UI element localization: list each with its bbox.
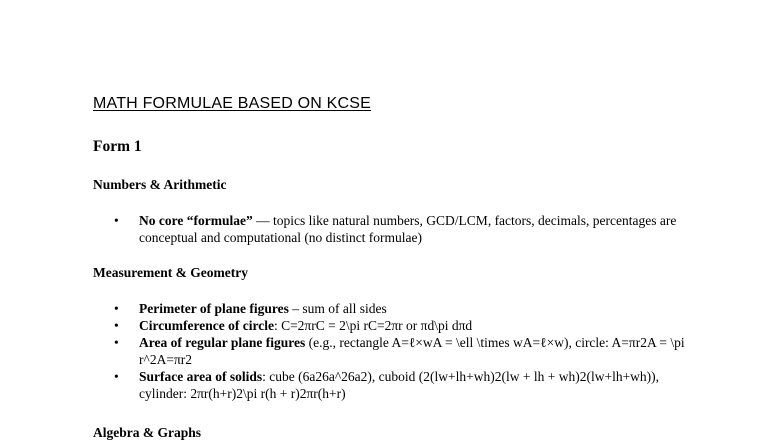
item-text: : C=2πrC = 2\pi rC=2πr or πd\pi dπd [273, 318, 473, 333]
bullet-icon: • [114, 213, 119, 228]
numbers-arithmetic-list [93, 212, 693, 246]
list-item [93, 334, 693, 368]
bullet-icon: • [114, 301, 119, 316]
list-item [93, 212, 693, 246]
item-text: : cube (6a26a^26a2), cuboid (2(lw+lh+wh)2(lw + lh + wh)2(lw+lh+wh)), cylinder: 2πr(h+r)2\pi r(h + r)2πr(h+r) [139, 369, 660, 401]
item-text: — topics like natural numbers, GCD/LCM, factors, decimals, percentages are conceptual and computational (no distinct formulae) [139, 213, 677, 245]
section-heading-measurement-geometry: Measurement & Geometry [93, 265, 248, 280]
list-item [93, 317, 693, 334]
item-term: No core “formulae” [139, 213, 253, 228]
item-term: Perimeter of plane figures [139, 301, 289, 316]
bullet-icon: • [114, 335, 119, 350]
item-term: Area of regular plane figures [139, 335, 306, 350]
item-term: Circumference of circle [139, 318, 274, 333]
bullet-icon: • [114, 318, 119, 333]
list-item [93, 368, 693, 402]
bullet-icon: • [114, 369, 119, 384]
list-item [93, 300, 693, 317]
item-text: – sum of all sides [288, 301, 387, 316]
document-title: MATH FORMULAE BASED ON KCSE [93, 95, 372, 112]
item-term: Surface area of solids [139, 369, 263, 384]
section-heading-algebra-graphs: Algebra & Graphs [93, 425, 201, 440]
measurement-geometry-list [93, 300, 693, 402]
section-heading-numbers-arithmetic: Numbers & Arithmetic [93, 177, 227, 192]
form-heading: Form 1 [93, 138, 142, 155]
item-text: (e.g., rectangle A=ℓ×wA = \ell \times wA=ℓ×w), circle: A=πr2A = \pi r^2A=πr2 [139, 335, 685, 367]
